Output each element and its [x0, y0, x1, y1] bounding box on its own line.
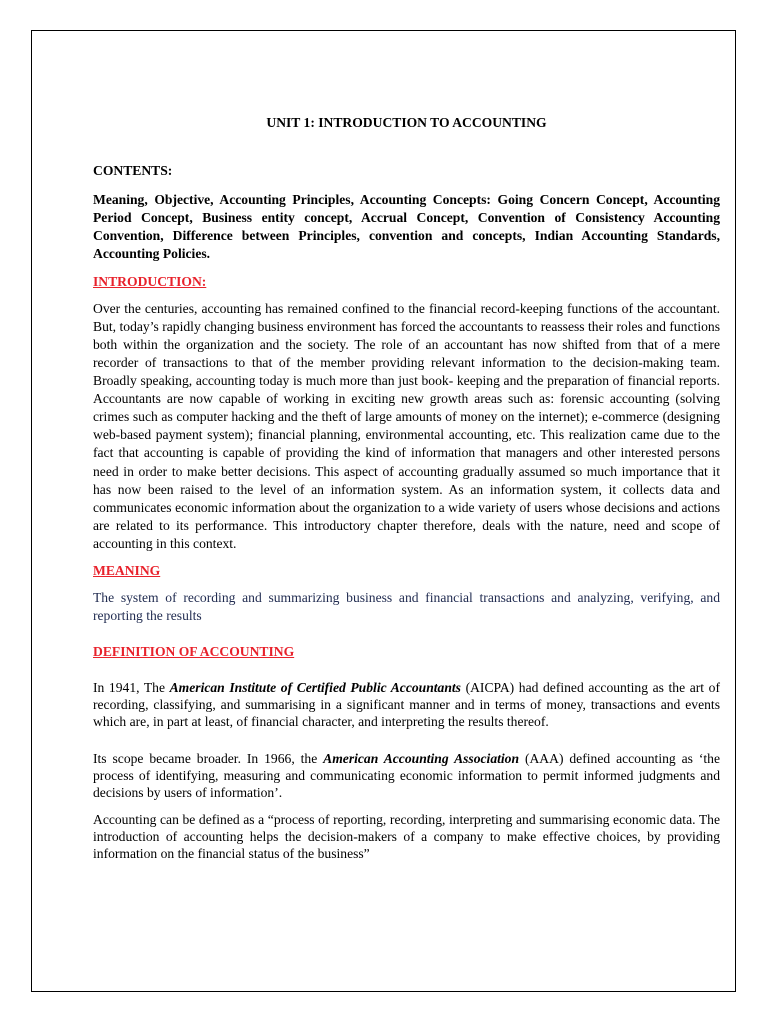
page-title: UNIT 1: INTRODUCTION TO ACCOUNTING — [266, 115, 547, 130]
aicpa-org-name: American Institute of Certified Public Accountants — [169, 680, 461, 696]
introduction-heading: INTRODUCTION: — [93, 273, 207, 289]
aaa-org-name: American Accounting Association — [323, 751, 520, 767]
definition-heading: DEFINITION OF ACCOUNTING — [93, 644, 295, 660]
definition-paragraph-general: Accounting can be defined as a “process of reporting, recording, interpreting and summarising economic data. The introduction of accounting helps the decision-makers of a company to make effective choices, by providing information on the financial status of the business” — [93, 812, 720, 862]
aicpa-text-after: (AICPA) had defined accounting as the art of recording, classifying, and summarising in a significant manner and in terms of money, transactions and events which are, in part at least, of financial character, and interpreting the results thereof. — [93, 680, 720, 730]
definition-paragraph-aaa — [93, 750, 720, 801]
meaning-heading: MEANING — [93, 562, 161, 578]
contents-list: Meaning, Objective, Accounting Principles, Accounting Concepts: Going Concern Concept, Accounting Period Concept, Business entity concept, Accrual Concept, Convention of Consistency Accounting Convention, Difference between Principles, convention and concepts, Indian Accounting Standards, Accounting Policies. — [93, 192, 720, 262]
definition-paragraph-aicpa — [93, 679, 720, 730]
meaning-paragraph: The system of recording and summarizing business and financial transactions and analyzing, verifying, and reporting the results — [93, 590, 720, 624]
aaa-text-after: (AAA) defined accounting as ‘the process of identifying, measuring and communicating economic information to permit informed judgments and decisions by users of information’. — [93, 751, 721, 801]
document-content — [93, 114, 720, 862]
contents-heading: CONTENTS: — [93, 163, 173, 179]
aaa-text-before: Its scope became broader. In 1966, the — [93, 751, 324, 767]
introduction-paragraph: Over the centuries, accounting has remained confined to the financial record-keeping functions of the accountant. But, today’s rapidly changing business environment has forced the accountants to reassess their roles and functions both within the organization and the society. The role of an accountant has now shifted from that of a mere recorder of transactions to that of the member providing relevant information to the decision-making team. Broadly speaking, accounting today is much more than just book- keeping and the preparation of financial reports. Accountants are now capable of working in exciting new growth areas such as: forensic accounting (solving crimes such as computer hacking and the theft of large amounts of money on the internet); e-commerce (designing web-based payment system); financial planning, environmental accounting, etc. This realization came due to the fact that accounting is capable of providing the kind of information that managers and other interested persons need in order to make better decisions. This aspect of accounting gradually assumed so much importance that it has now been raised to the level of an information system. As an information system, it collects data and communicates economic information about the organization to a wide variety of users whose decisions and actions are related to its performance. This introductory chapter therefore, deals with the nature, need and scope of accounting in this context. — [93, 300, 720, 551]
aicpa-text-before: In 1941, The — [93, 680, 170, 696]
